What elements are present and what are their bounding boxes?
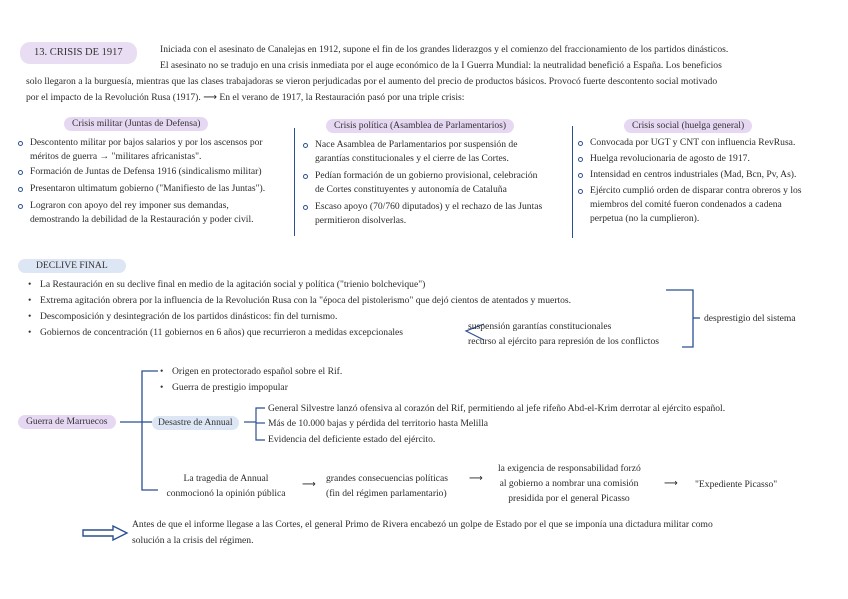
list-item: • Guerra de prestigio impopular xyxy=(160,380,342,396)
list-item: Formación de Juntas de Defensa 1916 (sindicalismo militar) xyxy=(18,165,265,179)
arrow-right-icon: ⟶ xyxy=(469,473,483,484)
annual-item-2: Más de 10.000 bajas y pérdida del territorio hasta Melilla xyxy=(268,418,489,429)
list-item: Ejército cumplió orden de disparar contra obreros y los miembros del comité fueron condenados a cadena perpetua (no la cumplieron). xyxy=(578,184,802,226)
final-line-1: Antes de que el informe llegase a las Cortes, el general Primo de Rivera encabezó un golpe de Estado por el que se imponía una dictadura militar como xyxy=(132,519,713,530)
expediente-picasso: "Expediente Picasso" xyxy=(695,479,778,490)
crisis-militar-title: Crisis militar (Juntas de Defensa) xyxy=(64,117,208,131)
final-line-2: solución a la crisis del régimen. xyxy=(132,535,254,546)
intro-line-4b: En el verano de 1917, la Restauración pasó por una triple crisis: xyxy=(219,92,465,103)
list-item: Lograron con apoyo del rey imponer sus demandas, demostrando la debilidad de la Restauración y poder civil. xyxy=(18,199,265,227)
list-item: Pedían formación de un gobierno provisional, celebración de Cortes constituyentes y autonomía de Cataluña xyxy=(303,169,542,197)
tragedia-text: La tragedia de Annual conmocionó la opinión pública xyxy=(166,473,286,499)
intro-line-2: El asesinato no se tradujo en una crisis inmediata por el auge económico de la I Guerra Mundial: la neutralidad benefició a España. Los beneficios xyxy=(160,60,722,71)
intro-line-4a: por el impacto de la Revolución Rusa (1917). xyxy=(26,92,201,103)
list-item: • Descomposición y desintegración de los partidos dinásticos: fin del turnismo. xyxy=(28,309,571,325)
list-item: Escaso apoyo (70/760 diputados) y el rechazo de las Juntas permitieron disolverlas. xyxy=(303,200,542,228)
declive-conclusion: desprestigio del sistema xyxy=(704,313,796,324)
annual-item-3: Evidencia del deficiente estado del ejército. xyxy=(268,434,436,445)
annual-title: Desastre de Annual xyxy=(152,416,239,430)
arrow-right-icon: ⟶ xyxy=(302,479,316,490)
exigencia-text: la exigencia de responsabilidad forzó al gobierno a nombrar una comisión presidida por el general Picasso xyxy=(498,463,641,504)
list-item: • Origen en protectorado español sobre el Rif. xyxy=(160,364,342,380)
list-item: • La Restauración en su declive final en medio de la agitación social y política ("trienio bolchevique") xyxy=(28,277,571,293)
page-title: 13. CRISIS DE 1917 xyxy=(20,42,137,64)
intro-line-3: solo llegaron a la burguesía, mientras que las clases trabajadoras se vieron perjudicadas por el aumento del precio de productos básicos. Provocó fuerte descontento social motivado xyxy=(26,76,718,87)
list-item: • Gobiernos de concentración (11 gobiernos en 6 años) que recurrieron a medidas excepcionales xyxy=(28,325,571,341)
list-item: Intensidad en centros industriales (Mad, Bcn, Pv, As). xyxy=(578,168,802,182)
intro-line-1: Iniciada con el asesinato de Canalejas en 1912, supone el fin de los grandes liderazgos y el comienzo del fraccionamiento de los partidos dinásticos. xyxy=(160,44,729,55)
list-item: Presentaron ultimatum gobierno ("Manifiesto de las Juntas"). xyxy=(18,182,265,196)
crisis-social-title: Crisis social (huelga general) xyxy=(624,119,752,133)
crisis-politica-title: Crisis política (Asamblea de Parlamentarios) xyxy=(326,119,514,133)
medida-2: recurso al ejército para represión de los conflictos xyxy=(468,336,659,347)
list-item: • Extrema agitación obrera por la influencia de la Revolución Rusa con la "época del pistolerismo" que dejó cientos de atentados y muertos. xyxy=(28,293,571,309)
marruecos-list xyxy=(160,364,342,396)
annual-item-1: General Silvestre lanzó ofensiva al corazón del Rif, permitiendo al jefe rifeño Abd-el-Krim derrotar al ejército español. xyxy=(268,403,726,414)
list-item: Huelga revolucionaria de agosto de 1917. xyxy=(578,152,802,166)
arrow-right-icon: ⟶ xyxy=(203,92,217,103)
medida-1: suspensión garantías constitucionales xyxy=(468,321,612,332)
list-item: Nace Asamblea de Parlamentarios por suspensión de garantías constitucionales y el cierre de las Cortes. xyxy=(303,138,542,166)
consecuencias-text: grandes consecuencias políticas (fin del régimen parlamentario) xyxy=(326,473,449,499)
declive-title: DECLIVE FINAL xyxy=(18,259,126,273)
arrow-right-icon: ⟶ xyxy=(664,478,678,489)
list-item: Descontento militar por bajos salarios y por los ascensos por méritos de guerra → "militares africanistas". xyxy=(18,136,265,164)
list-item: Convocada por UGT y CNT con influencia RevRusa. xyxy=(578,136,802,150)
marruecos-title: Guerra de Marruecos xyxy=(18,415,116,429)
